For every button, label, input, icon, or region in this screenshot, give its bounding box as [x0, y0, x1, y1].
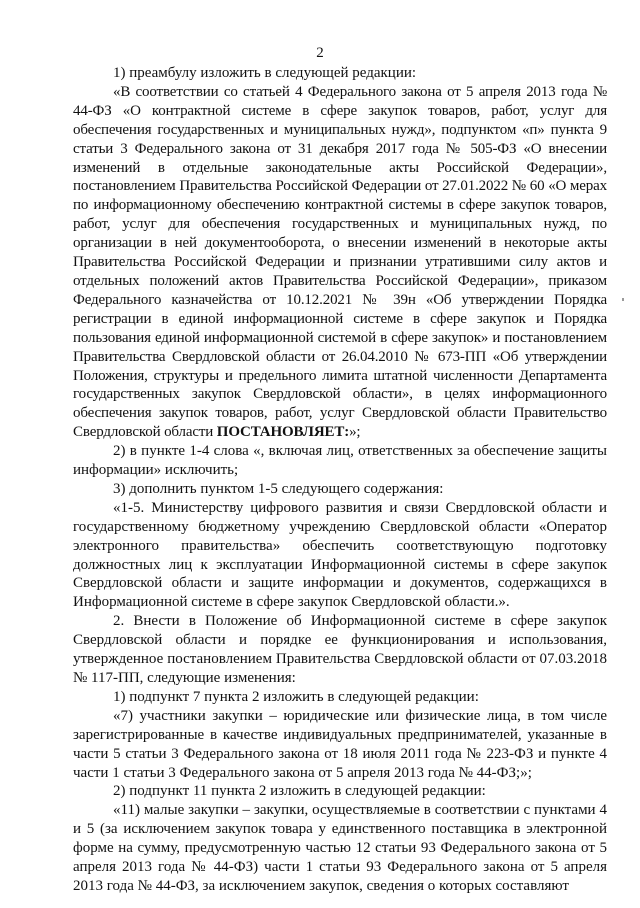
- page-number: 2: [316, 45, 324, 61]
- paragraph-item-1-5-text: «1-5. Министерству цифрового развития и связи Свердловской области и государственному бюджетному учреждению Свердловской области «Оператор электронного правительства» обеспечить соответствующую подготовку должностных лиц к эксплуатации Информационной системы в сфере закупок Свердловской области и защите информации и документов, содержащихся в Информационной системе в сфере закупок Свердловской области.».: [73, 499, 607, 611]
- paragraph-subitem-7-instruction: 1) подпункт 7 пункта 2 изложить в следующей редакции:: [113, 688, 479, 705]
- paragraph-section-2: 2. Внести в Положение об Информационной системе в сфере закупок Свердловской области и порядке ее функционирования и использования, утвержденное постановлением Правительства Свердловской области от 07.03.2018 № 117-ПП, следующие изменения:: [73, 613, 607, 686]
- preamble-text: «В соответствии со статьей 4 Федерального закона от 5 апреля 2013 года № 44-ФЗ «О контрактной системе в сфере закупок товаров, работ, услуг для обеспечения государственных и муниципальных нужд», подпунктом «п» пункта 9 статьи 3 Федерального закона от 31 декабря 2017 года № 505-ФЗ «О внесении изменений в отдельные законодательные акты Российской Федерации», постановлением Правительства Российской Федерации от 27.01.2022 № 60 «О мерах по информационному обеспечению контрактной системы в сфере закупок товаров, работ, услуг для обеспечения государственных и муниципальных нужд, по организации в ней документооборота, о внесении изменений в некоторые акты Правительства Российской Федерации и признании утратившими силу актов и отдельных положений актов Правительства Российской Федерации», приказом Федерального казначейства от 10.12.2021 № 39н «Об утверждении Порядка регистрации в единой информационной системе в сфере закупок и Порядка пользования единой информационной системой в сфере закупок» и постановлением Правительства Свердловской области от 26.04.2010 № 673-ПП «Об утверждении Положения, структуры и предельного лимита штатной численности Департамента государственных закупок Свердловской области», в целях информационного обеспечения закупок товаров, работ, услуг Свердловской области Правительство Свердловской области: [73, 83, 607, 441]
- paragraph-subitem-7-text: «7) участники закупки – юридические или физические лица, в том числе зарегистрированные в качестве индивидуальных предпринимателей, указанные в части 5 статьи 3 Федерального закона от 18 июля 2011 года № 223-ФЗ и пункте 4 части 1 статьи 3 Федерального закона от 5 апреля 2013 года № 44-ФЗ;»;: [73, 707, 607, 781]
- paragraph-preamble-text: [73, 83, 607, 442]
- document-body: [73, 64, 607, 896]
- resolves-tail: »;: [349, 424, 361, 441]
- scan-artifact-mark: [622, 298, 624, 301]
- paragraph-item-1-4: 2) в пункте 1-4 слова «, включая лиц, ответственных за обеспечение защиты информации» исключить;: [73, 443, 607, 479]
- resolves-word: ПОСТАНОВЛЯЕТ:: [216, 424, 350, 441]
- paragraph-subitem-11-instruction: 2) подпункт 11 пункта 2 изложить в следующей редакции:: [113, 783, 486, 800]
- paragraph-add-item-1-5: 3) дополнить пунктом 1-5 следующего содержания:: [113, 480, 444, 497]
- paragraph-subitem-11-text: «11) малые закупки – закупки, осуществляемые в соответствии с пунктами 4 и 5 (за исключением закупок товара у единственного поставщика в электронной форме на сумму, предусмотренную частью 12 статьи 93 Федерального закона от 5 апреля 2013 года № 44-ФЗ) части 1 статьи 93 Федерального закона от 5 апреля 2013 года № 44-ФЗ, за исключением закупок, сведения о которых составляют: [73, 802, 607, 894]
- paragraph-preamble-instruction: 1) преамбулу изложить в следующей редакции:: [113, 65, 417, 81]
